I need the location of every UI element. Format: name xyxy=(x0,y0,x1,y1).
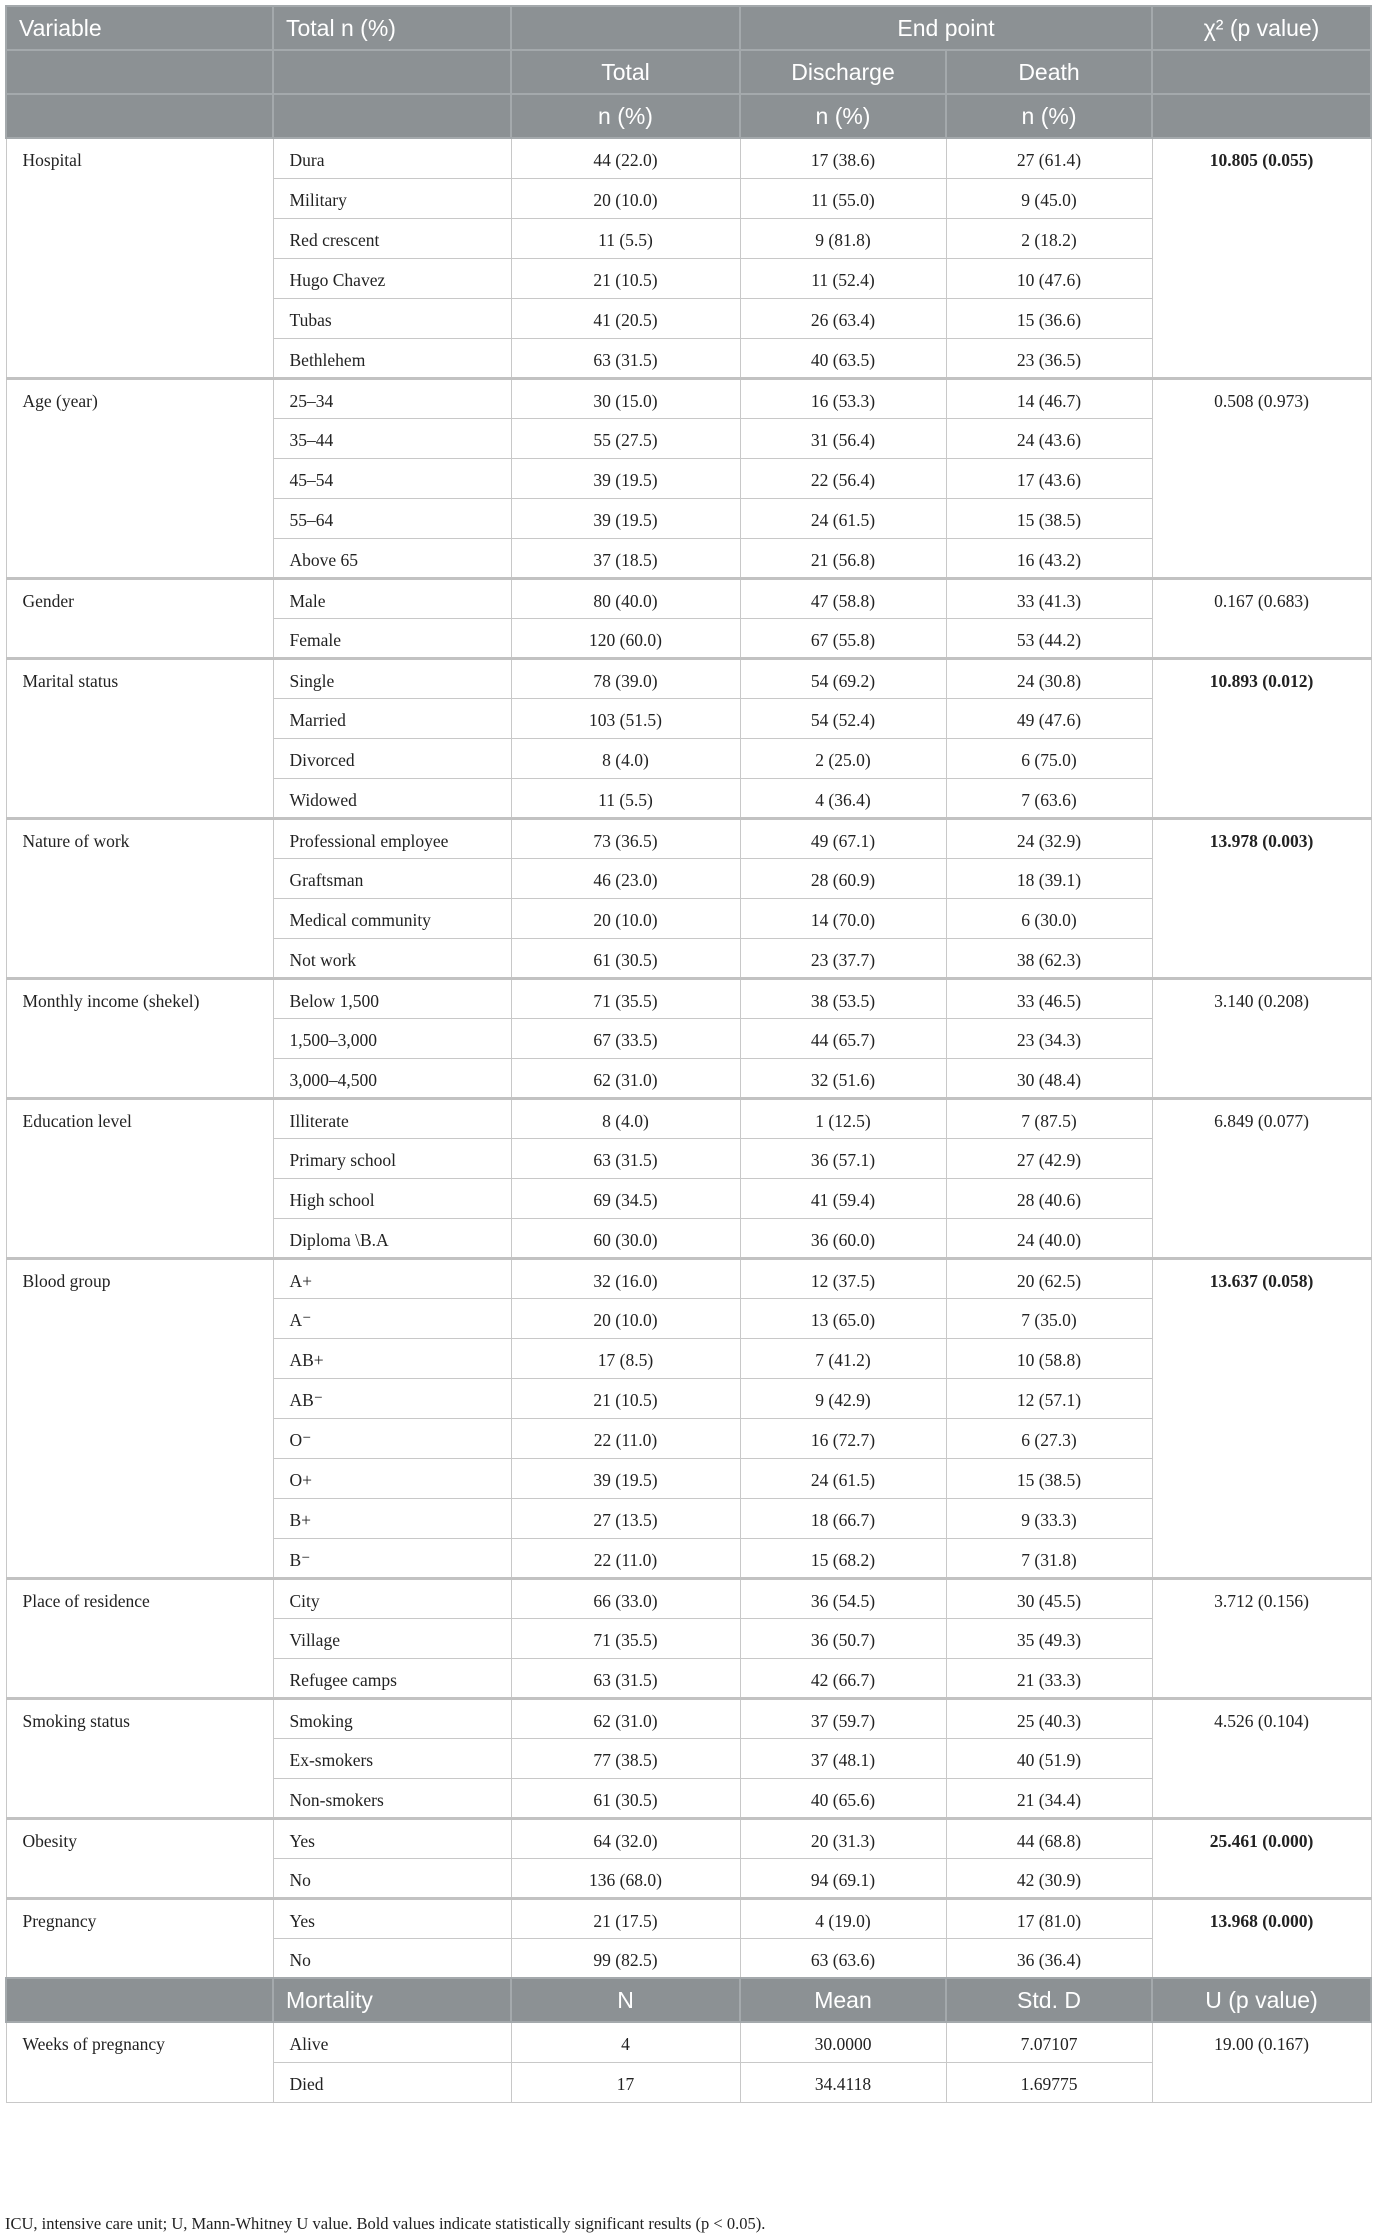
chi2-value: 0.508 (0.973) xyxy=(1152,378,1371,578)
header-blank xyxy=(6,1978,273,2022)
total-value: 62 (31.0) xyxy=(511,1698,740,1738)
variable-name: Place of residence xyxy=(6,1578,273,1698)
total-value: 66 (33.0) xyxy=(511,1578,740,1618)
total-value: 8 (4.0) xyxy=(511,738,740,778)
category: Below 1,500 xyxy=(273,978,511,1018)
category: 3,000–4,500 xyxy=(273,1058,511,1098)
death-value: 44 (68.8) xyxy=(946,1818,1152,1858)
discharge-value: 18 (66.7) xyxy=(740,1498,946,1538)
total-value: 30 (15.0) xyxy=(511,378,740,418)
death-value: 49 (47.6) xyxy=(946,698,1152,738)
category: Illiterate xyxy=(273,1098,511,1138)
header-mortality: Mortality xyxy=(273,1978,511,2022)
chi2-value: 3.712 (0.156) xyxy=(1152,1578,1371,1698)
discharge-value: 23 (37.7) xyxy=(740,938,946,978)
total-value: 62 (31.0) xyxy=(511,1058,740,1098)
header-u: U (p value) xyxy=(1152,1978,1371,2022)
discharge-value: 21 (56.8) xyxy=(740,538,946,578)
category: City xyxy=(273,1578,511,1618)
death-value: 23 (34.3) xyxy=(946,1018,1152,1058)
death-value: 17 (81.0) xyxy=(946,1898,1152,1938)
discharge-value: 40 (65.6) xyxy=(740,1778,946,1818)
category: Widowed xyxy=(273,778,511,818)
category: O⁻ xyxy=(273,1418,511,1458)
category: Primary school xyxy=(273,1138,511,1178)
death-value: 6 (27.3) xyxy=(946,1418,1152,1458)
discharge-value: 11 (55.0) xyxy=(740,178,946,218)
chi2-value: 13.968 (0.000) xyxy=(1152,1898,1371,1978)
discharge-value: 63 (63.6) xyxy=(740,1938,946,1978)
discharge-value: 41 (59.4) xyxy=(740,1178,946,1218)
table-row xyxy=(6,1898,1371,1938)
header-end-point: End point xyxy=(740,6,1152,50)
category: Village xyxy=(273,1618,511,1658)
header-n: N xyxy=(511,1978,740,2022)
total-value: 103 (51.5) xyxy=(511,698,740,738)
discharge-value: 4 (36.4) xyxy=(740,778,946,818)
total-value: 61 (30.5) xyxy=(511,938,740,978)
variable-name: Nature of work xyxy=(6,818,273,978)
chi2-value: 6.849 (0.077) xyxy=(1152,1098,1371,1258)
death-value: 7 (63.6) xyxy=(946,778,1152,818)
death-value: 10 (47.6) xyxy=(946,258,1152,298)
chi2-value: 3.140 (0.208) xyxy=(1152,978,1371,1098)
total-value: 63 (31.5) xyxy=(511,1138,740,1178)
category: 55–64 xyxy=(273,498,511,538)
category: AB⁻ xyxy=(273,1378,511,1418)
discharge-value: 54 (69.2) xyxy=(740,658,946,698)
category: Red crescent xyxy=(273,218,511,258)
discharge-value: 14 (70.0) xyxy=(740,898,946,938)
variable-name: Obesity xyxy=(6,1818,273,1898)
death-value: 16 (43.2) xyxy=(946,538,1152,578)
header-blank xyxy=(1152,50,1371,94)
total-value: 27 (13.5) xyxy=(511,1498,740,1538)
total-value: 71 (35.5) xyxy=(511,978,740,1018)
total-value: 39 (19.5) xyxy=(511,458,740,498)
category: 45–54 xyxy=(273,458,511,498)
chi2-value: 13.978 (0.003) xyxy=(1152,818,1371,978)
chi2-value: 10.805 (0.055) xyxy=(1152,138,1371,378)
death-value: 18 (39.1) xyxy=(946,858,1152,898)
total-value: 78 (39.0) xyxy=(511,658,740,698)
death-value: 15 (36.6) xyxy=(946,298,1152,338)
header-blank xyxy=(6,94,273,138)
category: Diploma \B.A xyxy=(273,1218,511,1258)
death-value: 33 (46.5) xyxy=(946,978,1152,1018)
table-row xyxy=(6,138,1371,178)
total-value: 120 (60.0) xyxy=(511,618,740,658)
death-value: 40 (51.9) xyxy=(946,1738,1152,1778)
category: Refugee camps xyxy=(273,1658,511,1698)
discharge-value: 44 (65.7) xyxy=(740,1018,946,1058)
death-value: 17 (43.6) xyxy=(946,458,1152,498)
discharge-value: 26 (63.4) xyxy=(740,298,946,338)
category: Military xyxy=(273,178,511,218)
death-value: 15 (38.5) xyxy=(946,1458,1152,1498)
discharge-value: 16 (53.3) xyxy=(740,378,946,418)
category: Single xyxy=(273,658,511,698)
discharge-value: 67 (55.8) xyxy=(740,618,946,658)
death-value: 14 (46.7) xyxy=(946,378,1152,418)
category: A+ xyxy=(273,1258,511,1298)
discharge-value: 2 (25.0) xyxy=(740,738,946,778)
table-row xyxy=(6,818,1371,858)
header-variable: Variable xyxy=(6,6,273,50)
total-value: 80 (40.0) xyxy=(511,578,740,618)
header-discharge: Discharge xyxy=(740,50,946,94)
death-value: 28 (40.6) xyxy=(946,1178,1152,1218)
death-value: 25 (40.3) xyxy=(946,1698,1152,1738)
total-value: 21 (10.5) xyxy=(511,258,740,298)
category: 1,500–3,000 xyxy=(273,1018,511,1058)
total-value: 55 (27.5) xyxy=(511,418,740,458)
u-value: 19.00 (0.167) xyxy=(1152,2022,1371,2102)
death-value: 9 (45.0) xyxy=(946,178,1152,218)
header-npct: n (%) xyxy=(946,94,1152,138)
discharge-value: 36 (50.7) xyxy=(740,1618,946,1658)
header-total: Total xyxy=(511,50,740,94)
n-value: 4 xyxy=(511,2022,740,2062)
mean-value: 34.4118 xyxy=(740,2062,946,2102)
variable-name: Monthly income (shekel) xyxy=(6,978,273,1098)
discharge-value: 13 (65.0) xyxy=(740,1298,946,1338)
total-value: 67 (33.5) xyxy=(511,1018,740,1058)
total-value: 11 (5.5) xyxy=(511,778,740,818)
category: Non-smokers xyxy=(273,1778,511,1818)
category: Married xyxy=(273,698,511,738)
death-value: 15 (38.5) xyxy=(946,498,1152,538)
mortality: Alive xyxy=(273,2022,511,2062)
header-std: Std. D xyxy=(946,1978,1152,2022)
discharge-value: 42 (66.7) xyxy=(740,1658,946,1698)
death-value: 12 (57.1) xyxy=(946,1378,1152,1418)
category: No xyxy=(273,1858,511,1898)
total-value: 60 (30.0) xyxy=(511,1218,740,1258)
discharge-value: 15 (68.2) xyxy=(740,1538,946,1578)
total-value: 20 (10.0) xyxy=(511,178,740,218)
death-value: 7 (35.0) xyxy=(946,1298,1152,1338)
category: 25–34 xyxy=(273,378,511,418)
discharge-value: 47 (58.8) xyxy=(740,578,946,618)
total-value: 21 (10.5) xyxy=(511,1378,740,1418)
discharge-value: 24 (61.5) xyxy=(740,498,946,538)
discharge-value: 28 (60.9) xyxy=(740,858,946,898)
discharge-value: 37 (59.7) xyxy=(740,1698,946,1738)
table-row xyxy=(6,1818,1371,1858)
category: Ex-smokers xyxy=(273,1738,511,1778)
death-value: 24 (32.9) xyxy=(946,818,1152,858)
total-value: 17 (8.5) xyxy=(511,1338,740,1378)
total-value: 63 (31.5) xyxy=(511,1658,740,1698)
total-value: 39 (19.5) xyxy=(511,1458,740,1498)
discharge-value: 16 (72.7) xyxy=(740,1418,946,1458)
death-value: 42 (30.9) xyxy=(946,1858,1152,1898)
table-row xyxy=(6,978,1371,1018)
total-value: 8 (4.0) xyxy=(511,1098,740,1138)
discharge-value: 37 (48.1) xyxy=(740,1738,946,1778)
variable-name: Education level xyxy=(6,1098,273,1258)
total-value: 32 (16.0) xyxy=(511,1258,740,1298)
discharge-value: 40 (63.5) xyxy=(740,338,946,378)
death-value: 38 (62.3) xyxy=(946,938,1152,978)
discharge-value: 36 (60.0) xyxy=(740,1218,946,1258)
category: Not work xyxy=(273,938,511,978)
table-row xyxy=(6,1098,1371,1138)
footnote: ICU, intensive care unit; U, Mann-Whitney U value. Bold values indicate statistically significant results (p < 0.05). xyxy=(5,2214,766,2233)
results-table xyxy=(5,5,1372,2103)
total-value: 22 (11.0) xyxy=(511,1538,740,1578)
death-value: 33 (41.3) xyxy=(946,578,1152,618)
table-row xyxy=(6,1258,1371,1298)
total-value: 71 (35.5) xyxy=(511,1618,740,1658)
discharge-value: 49 (67.1) xyxy=(740,818,946,858)
discharge-value: 36 (54.5) xyxy=(740,1578,946,1618)
header-chi2: χ² (p value) xyxy=(1152,6,1371,50)
category: O+ xyxy=(273,1458,511,1498)
category: Tubas xyxy=(273,298,511,338)
header-death: Death xyxy=(946,50,1152,94)
total-value: 136 (68.0) xyxy=(511,1858,740,1898)
variable-name: Weeks of pregnancy xyxy=(6,2022,273,2102)
category: B⁻ xyxy=(273,1538,511,1578)
death-value: 6 (30.0) xyxy=(946,898,1152,938)
discharge-value: 22 (56.4) xyxy=(740,458,946,498)
variable-name: Hospital xyxy=(6,138,273,378)
category: Divorced xyxy=(273,738,511,778)
std-value: 7.07107 xyxy=(946,2022,1152,2062)
table-row xyxy=(6,2022,1371,2062)
total-value: 64 (32.0) xyxy=(511,1818,740,1858)
header-blank xyxy=(6,50,273,94)
table-row xyxy=(6,578,1371,618)
header-npct: n (%) xyxy=(740,94,946,138)
discharge-value: 4 (19.0) xyxy=(740,1898,946,1938)
table-row xyxy=(6,1578,1371,1618)
death-value: 24 (30.8) xyxy=(946,658,1152,698)
death-value: 35 (49.3) xyxy=(946,1618,1152,1658)
variable-name: Marital status xyxy=(6,658,273,818)
category: High school xyxy=(273,1178,511,1218)
table-row xyxy=(6,1698,1371,1738)
discharge-value: 17 (38.6) xyxy=(740,138,946,178)
category: Above 65 xyxy=(273,538,511,578)
discharge-value: 31 (56.4) xyxy=(740,418,946,458)
chi2-value: 10.893 (0.012) xyxy=(1152,658,1371,818)
variable-name: Blood group xyxy=(6,1258,273,1578)
category: Male xyxy=(273,578,511,618)
death-value: 23 (36.5) xyxy=(946,338,1152,378)
mean-value: 30.0000 xyxy=(740,2022,946,2062)
sub-header-row xyxy=(6,1978,1371,2022)
discharge-value: 9 (42.9) xyxy=(740,1378,946,1418)
header-blank xyxy=(1152,94,1371,138)
death-value: 36 (36.4) xyxy=(946,1938,1152,1978)
discharge-value: 54 (52.4) xyxy=(740,698,946,738)
death-value: 7 (87.5) xyxy=(946,1098,1152,1138)
category: A⁻ xyxy=(273,1298,511,1338)
category: Bethlehem xyxy=(273,338,511,378)
header-empty xyxy=(511,6,740,50)
death-value: 20 (62.5) xyxy=(946,1258,1152,1298)
death-value: 21 (33.3) xyxy=(946,1658,1152,1698)
discharge-value: 20 (31.3) xyxy=(740,1818,946,1858)
discharge-value: 36 (57.1) xyxy=(740,1138,946,1178)
category: Medical community xyxy=(273,898,511,938)
std-value: 1.69775 xyxy=(946,2062,1152,2102)
category: Smoking xyxy=(273,1698,511,1738)
death-value: 6 (75.0) xyxy=(946,738,1152,778)
discharge-value: 32 (51.6) xyxy=(740,1058,946,1098)
death-value: 27 (61.4) xyxy=(946,138,1152,178)
chi2-value: 13.637 (0.058) xyxy=(1152,1258,1371,1578)
death-value: 7 (31.8) xyxy=(946,1538,1152,1578)
category: AB+ xyxy=(273,1338,511,1378)
category: Dura xyxy=(273,138,511,178)
total-value: 69 (34.5) xyxy=(511,1178,740,1218)
category: Graftsman xyxy=(273,858,511,898)
death-value: 24 (40.0) xyxy=(946,1218,1152,1258)
death-value: 10 (58.8) xyxy=(946,1338,1152,1378)
variable-name: Pregnancy xyxy=(6,1898,273,1978)
total-value: 46 (23.0) xyxy=(511,858,740,898)
death-value: 30 (45.5) xyxy=(946,1578,1152,1618)
header-npct: n (%) xyxy=(511,94,740,138)
discharge-value: 12 (37.5) xyxy=(740,1258,946,1298)
total-value: 44 (22.0) xyxy=(511,138,740,178)
variable-name: Gender xyxy=(6,578,273,658)
discharge-value: 11 (52.4) xyxy=(740,258,946,298)
discharge-value: 94 (69.1) xyxy=(740,1858,946,1898)
chi2-value: 4.526 (0.104) xyxy=(1152,1698,1371,1818)
death-value: 53 (44.2) xyxy=(946,618,1152,658)
death-value: 27 (42.9) xyxy=(946,1138,1152,1178)
n-value: 17 xyxy=(511,2062,740,2102)
discharge-value: 38 (53.5) xyxy=(740,978,946,1018)
table-row xyxy=(6,378,1371,418)
chi2-value: 0.167 (0.683) xyxy=(1152,578,1371,658)
discharge-value: 9 (81.8) xyxy=(740,218,946,258)
category: Yes xyxy=(273,1818,511,1858)
category: B+ xyxy=(273,1498,511,1538)
discharge-value: 1 (12.5) xyxy=(740,1098,946,1138)
total-value: 99 (82.5) xyxy=(511,1938,740,1978)
total-value: 20 (10.0) xyxy=(511,898,740,938)
death-value: 30 (48.4) xyxy=(946,1058,1152,1098)
total-value: 20 (10.0) xyxy=(511,1298,740,1338)
total-value: 77 (38.5) xyxy=(511,1738,740,1778)
total-value: 22 (11.0) xyxy=(511,1418,740,1458)
total-value: 37 (18.5) xyxy=(511,538,740,578)
table-row xyxy=(6,658,1371,698)
category: Yes xyxy=(273,1898,511,1938)
category: Hugo Chavez xyxy=(273,258,511,298)
total-value: 73 (36.5) xyxy=(511,818,740,858)
discharge-value: 7 (41.2) xyxy=(740,1338,946,1378)
header-mean: Mean xyxy=(740,1978,946,2022)
chi2-value: 25.461 (0.000) xyxy=(1152,1818,1371,1898)
death-value: 9 (33.3) xyxy=(946,1498,1152,1538)
death-value: 21 (34.4) xyxy=(946,1778,1152,1818)
total-value: 39 (19.5) xyxy=(511,498,740,538)
discharge-value: 24 (61.5) xyxy=(740,1458,946,1498)
header-blank xyxy=(273,50,511,94)
header-blank xyxy=(273,94,511,138)
total-value: 11 (5.5) xyxy=(511,218,740,258)
total-value: 63 (31.5) xyxy=(511,338,740,378)
death-value: 2 (18.2) xyxy=(946,218,1152,258)
category: 35–44 xyxy=(273,418,511,458)
variable-name: Smoking status xyxy=(6,1698,273,1818)
category: Female xyxy=(273,618,511,658)
category: Professional employee xyxy=(273,818,511,858)
total-value: 41 (20.5) xyxy=(511,298,740,338)
total-value: 21 (17.5) xyxy=(511,1898,740,1938)
mortality: Died xyxy=(273,2062,511,2102)
header-total-n: Total n (%) xyxy=(273,6,511,50)
death-value: 24 (43.6) xyxy=(946,418,1152,458)
variable-name: Age (year) xyxy=(6,378,273,578)
category: No xyxy=(273,1938,511,1978)
total-value: 61 (30.5) xyxy=(511,1778,740,1818)
